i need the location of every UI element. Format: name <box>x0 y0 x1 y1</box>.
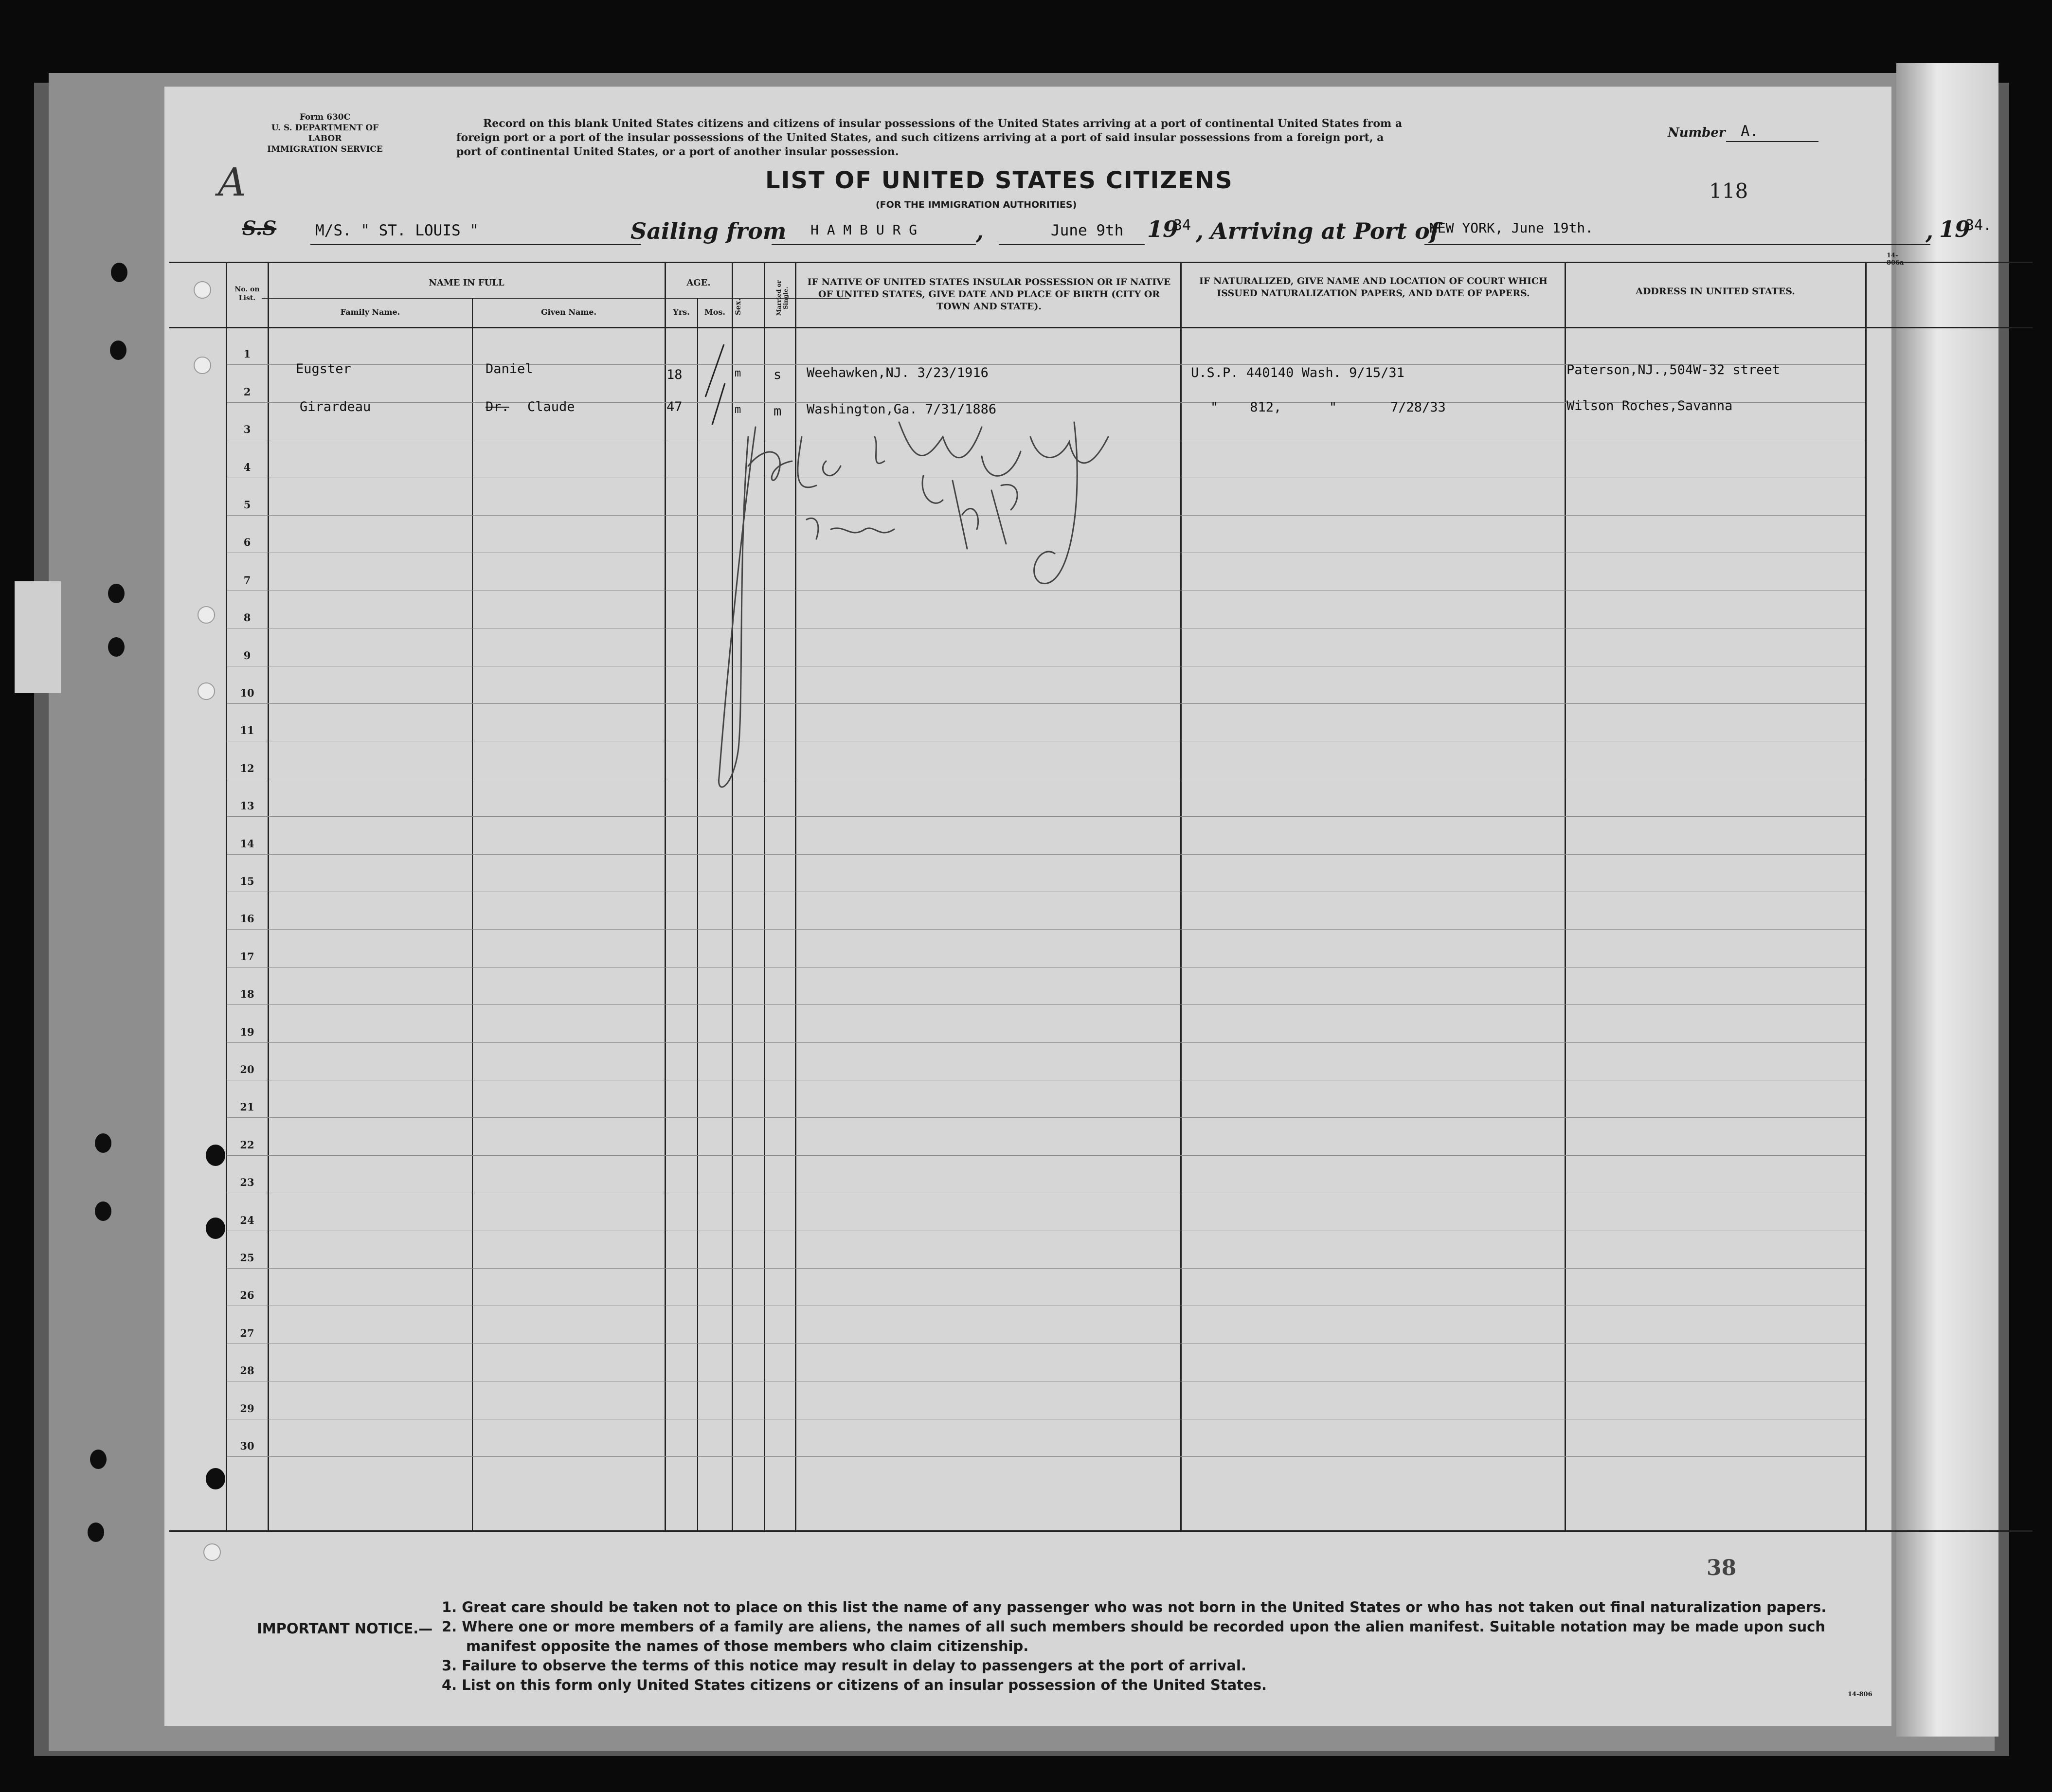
comma: , <box>1926 218 1934 244</box>
row-number: 29 <box>240 1402 254 1415</box>
punch-hole <box>198 682 215 700</box>
row-line <box>227 1042 1865 1043</box>
notice-item-3: 3. Failure to observe the terms of this notice may result in delay to passengers at the port of arrival. <box>442 1657 1246 1674</box>
sailing-year: 34 <box>1173 217 1191 234</box>
form-block <box>262 112 388 155</box>
row-2-yrs: 47 <box>666 399 683 414</box>
arrival-year-prefix: 19 <box>1939 216 1971 242</box>
notice-item-1: 1. Great care should be taken not to place on this list the name of any passenger who was not born in the United States or who has not taken out final naturalization papers. <box>442 1599 1827 1615</box>
row-1-birth: Weehawken,NJ. 3/23/1916 <box>807 365 989 380</box>
row-number: 9 <box>243 649 251 662</box>
row-number: 23 <box>240 1176 254 1189</box>
punch-hole <box>194 357 211 374</box>
row-2-sex: m <box>735 404 741 416</box>
table-header-border <box>169 327 2033 328</box>
row-1-sex: m <box>735 367 741 379</box>
row-1-given: Daniel <box>486 361 533 376</box>
row-2-birth: Washington,Ga. 7/31/1886 <box>807 402 997 417</box>
row-number: 16 <box>240 913 254 925</box>
service-name: IMMIGRATION SERVICE <box>267 144 383 154</box>
sailing-label: Sailing from <box>630 218 787 244</box>
row-1-address: Paterson,NJ.,504W-32 street <box>1566 362 1780 377</box>
footer-mark: 38 <box>1707 1556 1737 1580</box>
row-number: 13 <box>240 800 254 812</box>
header-married: Married or Single. <box>775 280 789 316</box>
sailing-year-prefix: 19 <box>1147 216 1179 242</box>
page-edge-strip <box>1896 63 1998 1737</box>
row-number: 2 <box>243 385 251 398</box>
row-number: 12 <box>240 762 254 774</box>
header-naturalized: IF NATURALIZED, GIVE NAME AND LOCATION OF COURT WHICH ISSUED NATURALIZATION PAPERS, AND DATE OF PAPERS. <box>1199 276 1548 299</box>
header-age: AGE. <box>686 278 711 288</box>
arrival-year: 34. <box>1965 217 1992 234</box>
col-line <box>1865 262 1867 1531</box>
punch-hole <box>203 1543 221 1561</box>
row-number: 10 <box>240 687 254 699</box>
row-number: 21 <box>240 1101 254 1113</box>
col-line <box>268 262 269 1531</box>
row-line <box>227 1004 1865 1005</box>
inspector-signature-drawing <box>670 408 1147 806</box>
row-number: 25 <box>240 1252 254 1264</box>
row-1-married: s <box>774 367 782 382</box>
sailing-port: H A M B U R G <box>810 222 918 238</box>
binder-hole <box>111 263 127 282</box>
col-line <box>1565 262 1566 1531</box>
sailing-date: June 9th <box>1051 222 1124 239</box>
record-line-1: Record on this blank United States citizens and citizens of insular possessions of the United States arriving at a port of continental United States from a <box>483 117 1403 130</box>
paper-tab <box>15 581 61 693</box>
row-number: 11 <box>240 724 254 737</box>
header-given-name: Given Name. <box>540 307 597 317</box>
notice-item-4: 4. List on this form only United States citizens or citizens of an insular possession of the United States. <box>442 1677 1267 1693</box>
row-number: 26 <box>240 1289 254 1302</box>
header-sex: Sex. <box>734 298 742 316</box>
row-2-naturalized-date: 7/28/33 <box>1390 400 1446 415</box>
sailing-date-underline <box>999 244 1145 245</box>
notice-items <box>442 1597 1891 1695</box>
col-line <box>665 262 666 1531</box>
arriving-underline <box>1424 244 1930 245</box>
row-number: 3 <box>243 423 251 436</box>
row-line <box>227 1456 1865 1457</box>
notice-print-code: 14-806 <box>1848 1691 1872 1698</box>
row-number: 15 <box>240 875 254 887</box>
sailing-port-underline <box>772 244 976 245</box>
binder-hole <box>206 1218 225 1239</box>
binder-hole <box>95 1201 111 1221</box>
manifest-page <box>164 87 1992 1726</box>
binder-hole <box>108 637 125 657</box>
row-2-address: Wilson Roches,Savanna <box>1566 398 1733 413</box>
form-number: Form 630C <box>299 112 351 122</box>
header-yrs: Yrs. <box>673 307 690 317</box>
comma: , <box>976 218 984 244</box>
row-1-family: Eugster <box>296 361 351 376</box>
arriving-label: Arriving at Port of <box>1210 218 1440 244</box>
ship-prefix: S.S <box>242 217 277 240</box>
row-line <box>227 1155 1865 1156</box>
header-mos: Mos. <box>704 307 725 317</box>
record-line-3: port of continental United States, or a port of another insular possession. <box>456 145 899 158</box>
binder-hole <box>90 1450 107 1469</box>
col-line <box>226 262 227 1531</box>
notice-item-2: 2. Where one or more members of a family are aliens, the names of all such members should be recorded upon the alien manifest. Suitable notation may be made upon such <box>442 1618 1825 1635</box>
row-line <box>227 967 1865 968</box>
row-number: 6 <box>243 536 251 549</box>
page-number: 118 <box>1709 179 1748 203</box>
record-instructions <box>456 117 1595 159</box>
header-no: No. on List. <box>234 286 260 302</box>
row-2-given-struck: Dr. <box>486 399 509 414</box>
row-2-naturalized-ditto: " 812, " <box>1210 400 1337 415</box>
row-number: 20 <box>240 1063 254 1075</box>
handwritten-mark: A <box>218 160 246 205</box>
number-underline <box>1726 141 1818 142</box>
row-line <box>227 816 1865 817</box>
header-name-in-full: NAME IN FULL <box>429 278 504 288</box>
comma: , <box>1196 218 1204 244</box>
page-subtitle: (FOR THE IMMIGRATION AUTHORITIES) <box>876 199 1077 210</box>
row-number: 18 <box>240 988 254 1001</box>
col-line <box>472 298 473 1531</box>
row-number: 17 <box>240 950 254 963</box>
number-label: Number <box>1668 125 1726 140</box>
number-value: A. <box>1741 123 1759 140</box>
page-title: LIST OF UNITED STATES CITIZENS <box>765 167 1233 194</box>
row-number: 14 <box>240 837 254 850</box>
row-number: 5 <box>243 499 251 511</box>
binder-hole <box>206 1468 225 1489</box>
header-family-name: Family Name. <box>340 307 400 317</box>
table-bottom-border <box>169 1530 2033 1532</box>
header-birth: IF NATIVE OF UNITED STATES INSULAR POSSESSION OR IF NATIVE OF UNITED STATES, GIVE DATE AND PLACE OF BIRTH (CITY OR TOWN AND STATE). <box>807 277 1171 312</box>
row-number: 19 <box>240 1025 254 1038</box>
row-number: 27 <box>240 1326 254 1339</box>
row-1-yrs: 18 <box>666 367 683 382</box>
row-number: 30 <box>240 1440 254 1452</box>
row-number: 8 <box>243 611 251 624</box>
row-number: 4 <box>243 461 251 473</box>
binder-hole <box>108 584 125 603</box>
row-line <box>227 1117 1865 1118</box>
binder-hole <box>206 1145 225 1166</box>
arriving-port-date: NEW YORK, June 19th. <box>1429 220 1594 236</box>
record-line-2: foreign port or a port of the insular possessions of the United States, and such citizens arriving at a port of said insular possessions from a foreign port, a <box>456 131 1384 144</box>
ship-name: M/S. " ST. LOUIS " <box>315 222 479 239</box>
department-name: U. S. DEPARTMENT OF LABOR <box>271 123 379 143</box>
ship-underline <box>310 244 641 245</box>
row-2-married: m <box>774 404 782 419</box>
row-number: 24 <box>240 1214 254 1226</box>
table-top-border <box>169 262 2033 263</box>
notice-item-2-cont: manifest opposite the names of those members who claim citizenship. <box>466 1638 1029 1654</box>
row-line <box>227 854 1865 855</box>
binder-hole <box>95 1133 111 1153</box>
row-2-family: Girardeau <box>300 399 371 414</box>
row-number: 1 <box>243 348 251 360</box>
row-2-given: Claude <box>527 399 575 414</box>
row-number: 28 <box>240 1364 254 1377</box>
binder-hole <box>88 1523 104 1542</box>
notice-label: IMPORTANT NOTICE.— <box>257 1620 433 1637</box>
row-line <box>227 929 1865 930</box>
row-line <box>227 1268 1865 1269</box>
punch-hole <box>198 606 215 624</box>
header-address: ADDRESS IN UNITED STATES. <box>1636 286 1795 297</box>
col-line <box>1180 262 1182 1531</box>
row-1-naturalized: U.S.P. 440140 Wash. 9/15/31 <box>1191 365 1404 380</box>
row-number: 22 <box>240 1138 254 1151</box>
binder-hole <box>110 340 126 360</box>
punch-hole <box>194 281 211 299</box>
print-code: 14- <box>1887 252 1898 259</box>
row-number: 7 <box>243 573 251 586</box>
